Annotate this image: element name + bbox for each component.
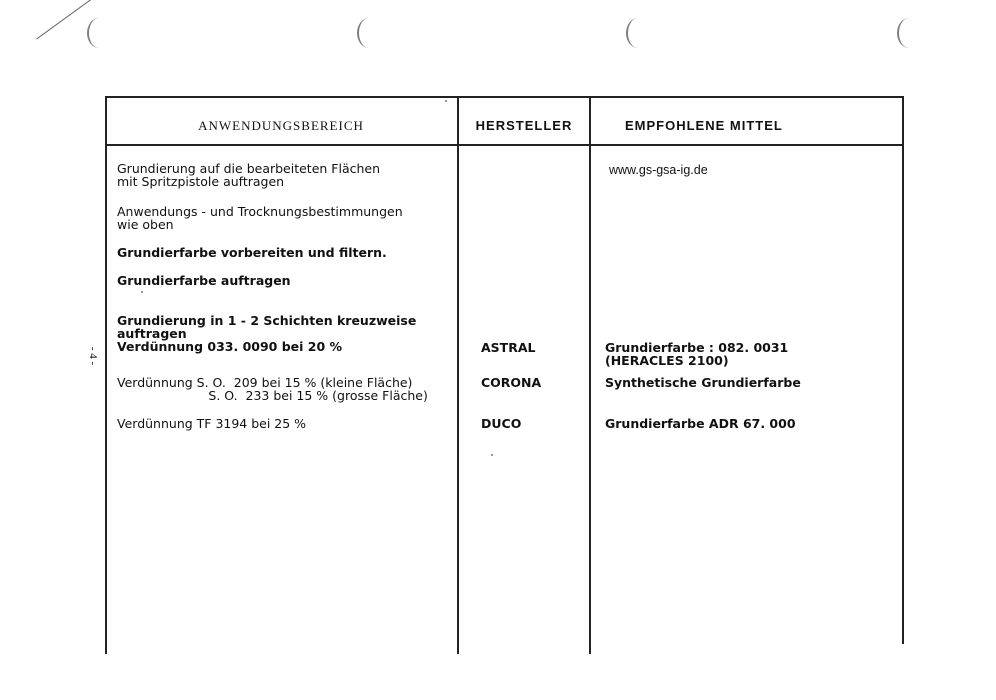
scan-scratch: [36, 0, 93, 39]
punch-hole-mark: [626, 18, 650, 48]
column-divider: [457, 96, 459, 654]
table-cell-application-area: Grundierung auf die bearbeiteten Flächen mit Spritzpistole auftragen: [117, 161, 381, 189]
table-cell-manufacturer: CORONA: [481, 375, 542, 390]
table-cell-application-area: Verdünnung TF 3194 bei 25 %: [117, 416, 307, 431]
table-border-top: [105, 96, 904, 98]
punch-hole-mark: [357, 18, 381, 48]
table-cell-application-area: Grundierfarbe vorbereiten und filtern.: [117, 245, 387, 260]
header-manufacturer: HERSTELLER: [475, 118, 573, 133]
header-application-area: ANWENDUNGSBEREICH: [198, 118, 364, 133]
table-cell-recommended-agents: Synthetische Grundierfarbe: [605, 375, 801, 390]
table-cell-recommended-agents: www.gs-gsa-ig.de: [609, 163, 708, 177]
table-cell-recommended-agents: Grundierfarbe ADR 67. 000: [605, 416, 796, 431]
table-border-right: [902, 96, 904, 644]
page-number: - 4 -: [87, 346, 100, 366]
table-cell-manufacturer: DUCO: [481, 416, 522, 431]
instructions-table: [105, 96, 907, 654]
scan-speck: [445, 100, 447, 102]
table-cell-application-area: Anwendungs - und Trocknungsbestimmungen wie oben: [117, 204, 403, 232]
table-cell-application-area: Grundierfarbe auftragen: [117, 273, 291, 288]
header-divider: [105, 144, 904, 146]
table-cell-recommended-agents: Grundierfarbe : 082. 0031 (HERACLES 2100): [605, 340, 789, 368]
table-cell-application-area: Verdünnung S. O. 209 bei 15 % (kleine Fläche) S. O. 233 bei 15 % (grosse Fläche): [117, 375, 428, 403]
table-cell-manufacturer: ASTRAL: [481, 340, 536, 355]
header-recommended-agents: EMPFOHLENE MITTEL: [625, 118, 783, 133]
column-divider: [589, 96, 591, 654]
table-cell-application-area: Grundierung in 1 - 2 Schichten kreuzweise auftragen Verdünnung 033. 0090 bei 20 %: [117, 313, 417, 354]
punch-hole-mark: [87, 18, 111, 48]
table-border-left: [105, 96, 107, 654]
scan-speck: [141, 291, 143, 293]
scan-speck: [491, 454, 493, 456]
punch-hole-mark: [897, 18, 921, 48]
